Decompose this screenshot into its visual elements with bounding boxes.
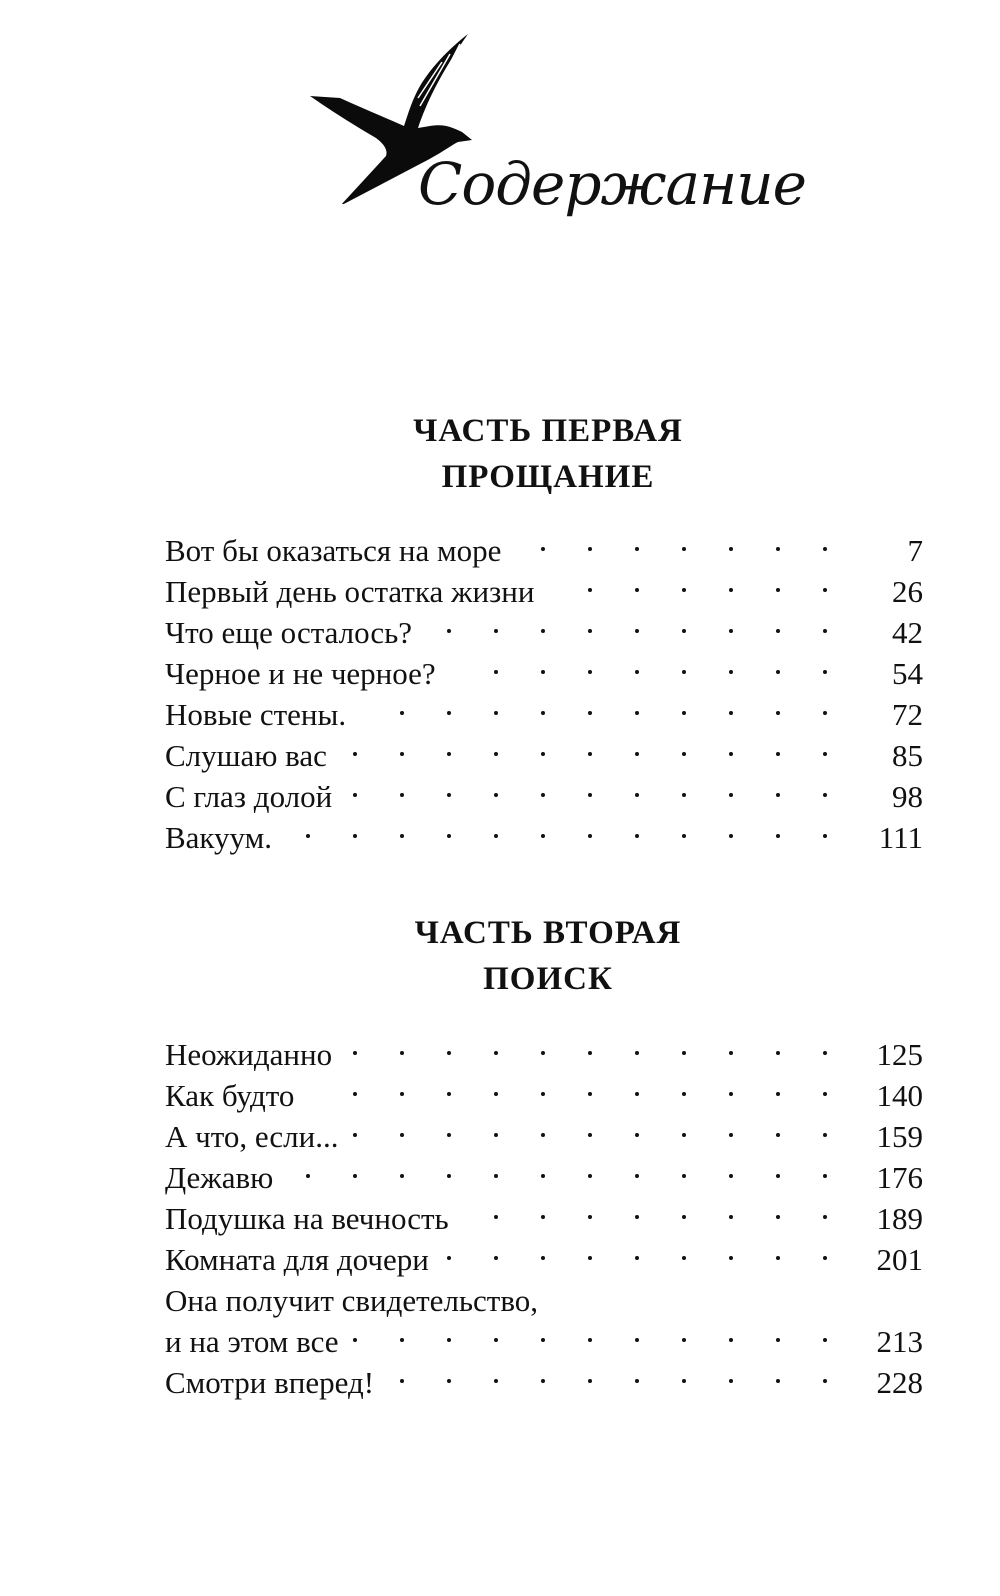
toc-entry[interactable] xyxy=(165,1116,923,1157)
leader-dot xyxy=(682,1092,686,1096)
leader-dot xyxy=(353,752,357,756)
leader-dot xyxy=(729,629,733,633)
leader-dot xyxy=(682,670,686,674)
toc-entry-title: Она получит свидетельство, xyxy=(165,1283,539,1318)
leader-dot xyxy=(541,1215,545,1219)
leader-dot xyxy=(306,834,310,838)
leader-dot xyxy=(447,711,451,715)
leader-dot xyxy=(635,793,639,797)
leader-dot xyxy=(776,1174,780,1178)
toc-entry-page: 213 xyxy=(876,1324,923,1359)
leader-dot xyxy=(729,1174,733,1178)
leader-dot xyxy=(494,1051,498,1055)
leader-dot xyxy=(541,793,545,797)
leader-dot xyxy=(353,1338,357,1342)
leader-dot xyxy=(494,1379,498,1383)
leader-dot xyxy=(400,752,404,756)
leader-dot xyxy=(729,1215,733,1219)
leader-dot xyxy=(541,1256,545,1260)
leader-dot xyxy=(400,1051,404,1055)
leader-dot xyxy=(447,1338,451,1342)
leader-dot xyxy=(494,629,498,633)
leader-dot xyxy=(494,1174,498,1178)
leader-dot xyxy=(682,1174,686,1178)
leader-dot xyxy=(823,752,827,756)
leader-dot xyxy=(353,1133,357,1137)
leader-dot xyxy=(776,588,780,592)
part-two-label: ЧАСТЬ ВТОРАЯ xyxy=(414,915,682,951)
leader-dot xyxy=(823,834,827,838)
dot-leader xyxy=(165,817,923,858)
leader-dot xyxy=(776,834,780,838)
toc-entry-title: Что еще осталось? xyxy=(165,615,413,650)
leader-dot xyxy=(823,629,827,633)
leader-dot xyxy=(494,752,498,756)
toc-entry-title: Вот бы оказаться на море xyxy=(165,533,502,568)
toc-entry-page: 228 xyxy=(876,1365,923,1400)
leader-dot xyxy=(353,834,357,838)
leader-dot xyxy=(635,547,639,551)
leader-dot xyxy=(682,1215,686,1219)
leader-dot xyxy=(682,588,686,592)
leader-dot xyxy=(447,752,451,756)
toc-list-part-two xyxy=(165,1034,923,1403)
leader-dot xyxy=(635,752,639,756)
leader-dot xyxy=(588,711,592,715)
toc-entry-title: С глаз долой xyxy=(165,779,333,814)
leader-dot xyxy=(682,711,686,715)
leader-dot xyxy=(823,1215,827,1219)
toc-entry[interactable] xyxy=(165,1321,923,1362)
leader-dot xyxy=(588,752,592,756)
leader-dot xyxy=(823,1379,827,1383)
leader-dot xyxy=(541,1338,545,1342)
leader-dot xyxy=(776,1051,780,1055)
leader-dot xyxy=(682,547,686,551)
toc-entry[interactable] xyxy=(165,530,923,571)
toc-list-part-one xyxy=(165,530,923,858)
leader-dot xyxy=(541,670,545,674)
leader-dot xyxy=(635,1256,639,1260)
toc-entry-title: Смотри вперед! xyxy=(165,1365,375,1400)
toc-entry-page: 7 xyxy=(907,533,923,568)
leader-dot xyxy=(776,629,780,633)
leader-dot xyxy=(729,1051,733,1055)
leader-dot xyxy=(823,1051,827,1055)
leader-dot xyxy=(400,1338,404,1342)
leader-dot xyxy=(447,1379,451,1383)
leader-dot xyxy=(729,1092,733,1096)
leader-dot xyxy=(400,1174,404,1178)
leader-dot xyxy=(729,711,733,715)
part-two-name: ПОИСК xyxy=(483,961,613,997)
toc-entry-page: 42 xyxy=(892,615,923,650)
leader-dot xyxy=(400,1379,404,1383)
leader-dot xyxy=(588,1379,592,1383)
leader-dot xyxy=(729,1133,733,1137)
leader-dot xyxy=(494,793,498,797)
toc-entry-page: 140 xyxy=(876,1078,923,1113)
leader-dot xyxy=(682,1256,686,1260)
toc-entry-title: Как будто xyxy=(165,1078,295,1113)
toc-entry-page: 26 xyxy=(892,574,923,609)
leader-dot xyxy=(588,547,592,551)
leader-dot xyxy=(447,1133,451,1137)
toc-entry[interactable] xyxy=(165,817,923,858)
leader-dot xyxy=(729,588,733,592)
toc-entry[interactable] xyxy=(165,735,923,776)
leader-dot xyxy=(776,793,780,797)
toc-entry[interactable] xyxy=(165,1075,923,1116)
dot-leader xyxy=(165,1157,923,1198)
leader-dot xyxy=(635,711,639,715)
leader-dot xyxy=(776,1215,780,1219)
leader-dot xyxy=(447,1174,451,1178)
leader-dot xyxy=(447,793,451,797)
leader-dot xyxy=(635,1379,639,1383)
toc-entry-title: Вакуум. xyxy=(165,820,273,855)
leader-dot xyxy=(729,1256,733,1260)
leader-dot xyxy=(776,752,780,756)
toc-entry-page: 98 xyxy=(892,779,923,814)
leader-dot xyxy=(823,547,827,551)
leader-dot xyxy=(729,670,733,674)
leader-dot xyxy=(588,1133,592,1137)
leader-dot xyxy=(400,834,404,838)
leader-dot xyxy=(400,793,404,797)
leader-dot xyxy=(682,834,686,838)
leader-dot xyxy=(682,1338,686,1342)
leader-dot xyxy=(776,670,780,674)
part-one-label: ЧАСТЬ ПЕРВАЯ xyxy=(413,413,683,449)
leader-dot xyxy=(588,1215,592,1219)
leader-dot xyxy=(400,1133,404,1137)
leader-dot xyxy=(447,834,451,838)
leader-dot xyxy=(541,834,545,838)
leader-dot xyxy=(635,1133,639,1137)
leader-dot xyxy=(682,1379,686,1383)
toc-entry-page: 125 xyxy=(876,1037,923,1072)
toc-entry[interactable] xyxy=(165,1157,923,1198)
leader-dot xyxy=(729,752,733,756)
leader-dot xyxy=(776,547,780,551)
leader-dot xyxy=(729,1338,733,1342)
leader-dot xyxy=(588,834,592,838)
leader-dot xyxy=(447,1256,451,1260)
leader-dot xyxy=(494,834,498,838)
toc-entry-title: Черное и не черное? xyxy=(165,656,436,691)
leader-dot xyxy=(729,547,733,551)
leader-dot xyxy=(823,1174,827,1178)
leader-dot xyxy=(776,1133,780,1137)
leader-dot xyxy=(494,670,498,674)
leader-dot xyxy=(541,1379,545,1383)
leader-dot xyxy=(306,1174,310,1178)
leader-dot xyxy=(823,588,827,592)
leader-dot xyxy=(729,1379,733,1383)
toc-entry-page: 54 xyxy=(892,656,923,691)
leader-dot xyxy=(588,793,592,797)
contents-title: Содержание xyxy=(418,150,806,218)
leader-dot xyxy=(823,711,827,715)
toc-entry-title-continued: и на этом все xyxy=(165,1324,339,1359)
toc-entry-title: А что, если... xyxy=(165,1119,339,1154)
leader-dot xyxy=(588,1092,592,1096)
leader-dot xyxy=(729,834,733,838)
leader-dot xyxy=(588,1256,592,1260)
toc-entry-page: 201 xyxy=(876,1242,923,1277)
leader-dot xyxy=(776,1256,780,1260)
toc-entry-title: Дежавю xyxy=(165,1160,274,1195)
toc-entry[interactable] xyxy=(165,612,923,653)
leader-dot xyxy=(635,1092,639,1096)
part-one-name: ПРОЩАНИЕ xyxy=(441,459,655,495)
leader-dot xyxy=(353,1174,357,1178)
leader-dot xyxy=(588,1174,592,1178)
leader-dot xyxy=(682,1051,686,1055)
leader-dot xyxy=(588,670,592,674)
leader-dot xyxy=(823,1092,827,1096)
leader-dot xyxy=(541,1133,545,1137)
toc-entry-page: 111 xyxy=(878,820,923,855)
leader-dot xyxy=(494,1133,498,1137)
leader-dot xyxy=(541,1051,545,1055)
leader-dot xyxy=(447,1092,451,1096)
leader-dot xyxy=(635,1051,639,1055)
leader-dot xyxy=(588,629,592,633)
toc-entry-title: Комната для дочери xyxy=(165,1242,429,1277)
leader-dot xyxy=(541,711,545,715)
toc-entry-title: Неожиданно xyxy=(165,1037,333,1072)
leader-dot xyxy=(776,1379,780,1383)
toc-entry[interactable] xyxy=(165,694,923,735)
leader-dot xyxy=(588,1051,592,1055)
leader-dot xyxy=(682,1133,686,1137)
leader-dot xyxy=(729,793,733,797)
leader-dot xyxy=(541,752,545,756)
toc-entry[interactable] xyxy=(165,1198,923,1239)
leader-dot xyxy=(635,670,639,674)
leader-dot xyxy=(635,629,639,633)
toc-entry-title: Новые стены. xyxy=(165,697,347,732)
leader-dot xyxy=(494,1215,498,1219)
leader-dot xyxy=(447,629,451,633)
leader-dot xyxy=(494,711,498,715)
leader-dot xyxy=(353,1092,357,1096)
toc-entry-page: 189 xyxy=(876,1201,923,1236)
toc-entry-page: 159 xyxy=(876,1119,923,1154)
toc-entry-page: 85 xyxy=(892,738,923,773)
toc-entry[interactable] xyxy=(165,1362,923,1403)
toc-entry[interactable] xyxy=(165,1034,923,1075)
leader-dot xyxy=(635,1338,639,1342)
toc-entry[interactable] xyxy=(165,1280,923,1321)
leader-dot xyxy=(447,1051,451,1055)
toc-entry-title: Подушка на вечность xyxy=(165,1201,449,1236)
leader-dot xyxy=(541,629,545,633)
leader-dot xyxy=(823,1133,827,1137)
leader-dot xyxy=(635,1215,639,1219)
leader-dot xyxy=(823,1338,827,1342)
toc-entry[interactable] xyxy=(165,571,923,612)
toc-entry[interactable] xyxy=(165,653,923,694)
leader-dot xyxy=(541,1092,545,1096)
leader-dot xyxy=(635,834,639,838)
leader-dot xyxy=(400,1092,404,1096)
toc-entry-page: 72 xyxy=(892,697,923,732)
leader-dot xyxy=(541,1174,545,1178)
leader-dot xyxy=(494,1338,498,1342)
leader-dot xyxy=(776,1092,780,1096)
leader-dot xyxy=(353,793,357,797)
leader-dot xyxy=(776,711,780,715)
toc-entry-page: 176 xyxy=(876,1160,923,1195)
toc-entry[interactable] xyxy=(165,776,923,817)
leader-dot xyxy=(776,1338,780,1342)
leader-dot xyxy=(823,793,827,797)
leader-dot xyxy=(541,547,545,551)
leader-dot xyxy=(682,629,686,633)
leader-dot xyxy=(635,1174,639,1178)
toc-entry-title: Слушаю вас xyxy=(165,738,327,773)
leader-dot xyxy=(353,1051,357,1055)
leader-dot xyxy=(823,1256,827,1260)
leader-dot xyxy=(635,588,639,592)
leader-dot xyxy=(400,711,404,715)
leader-dot xyxy=(682,752,686,756)
leader-dot xyxy=(588,1338,592,1342)
leader-dot xyxy=(823,670,827,674)
leader-dot xyxy=(494,1256,498,1260)
toc-entry[interactable] xyxy=(165,1239,923,1280)
leader-dot xyxy=(682,793,686,797)
toc-entry-title: Первый день остатка жизни xyxy=(165,574,535,609)
leader-dot xyxy=(588,588,592,592)
leader-dot xyxy=(494,1092,498,1096)
